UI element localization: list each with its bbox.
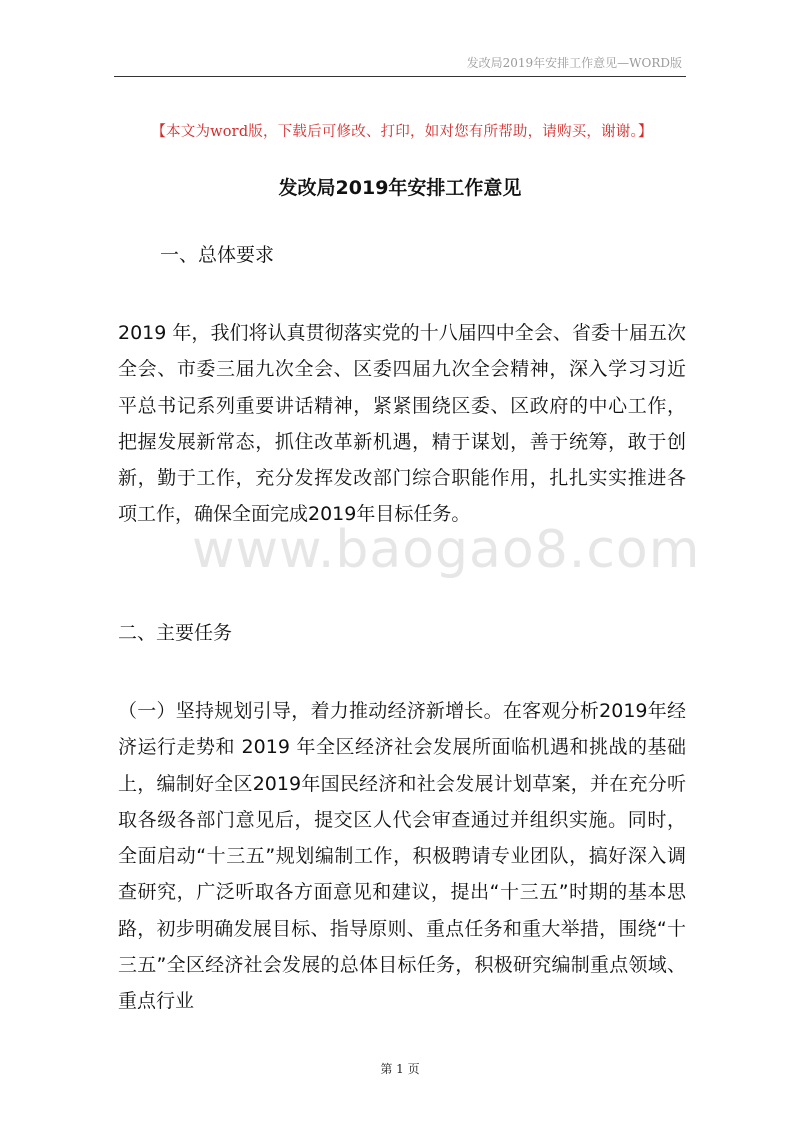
page-number: 第 1 页	[380, 1062, 420, 1076]
page-header-text: 发改局2019年安排工作意见—WORD版	[466, 56, 682, 70]
section-heading-main-tasks: 二、主要任务	[118, 622, 233, 644]
download-notice: 【本文为word版，下载后可修改、打印，如对您有所帮助，请购买，谢谢。】	[151, 124, 653, 140]
document-title: 发改局2019年安排工作意见	[278, 177, 522, 199]
watermark: www.baogao8.com	[192, 520, 701, 580]
header-divider	[114, 76, 686, 77]
paragraph-general-requirements: 2019 年，我们将认真贯彻落实党的十八届四中全会、省委十届五次全会、市委三届九次全会、区委四届九次全会精神，深入学习习近平总书记系列重要讲话精神，紧紧围绕区委、区政府的中心工作，把握发展新常态，抓住改革新机遇，精于谋划，善于统筹，敢于创新，勤于工作，充分发挥发改部门综合职能作用，扎扎实实推进各项工作，确保全面完成2019年目标任务。	[118, 322, 686, 526]
section-heading-general-requirements: 一、总体要求	[160, 244, 275, 266]
paragraph-planning-guidance: （一）坚持规划引导，着力推动经济新增长。在客观分析2019年经济运行走势和 2019 年全区经济社会发展所面临机遇和挑战的基础上，编制好全区2019年国民经济和社会发展计划草案，并在充分听取各级各部门意见后，提交区人代会审查通过并组织实施。同时，全面启动“十三五”规划编制工作，积极聘请专业团队，搞好深入调查研究，广泛听取各方面意见和建议，提出“十三五”时期的基本思路，初步明确发展目标、指导原则、重点任务和重大举措，围绕“十三五”全区经济社会发展的总体目标任务，积极研究编制重点领域、重点行业	[118, 700, 686, 1013]
